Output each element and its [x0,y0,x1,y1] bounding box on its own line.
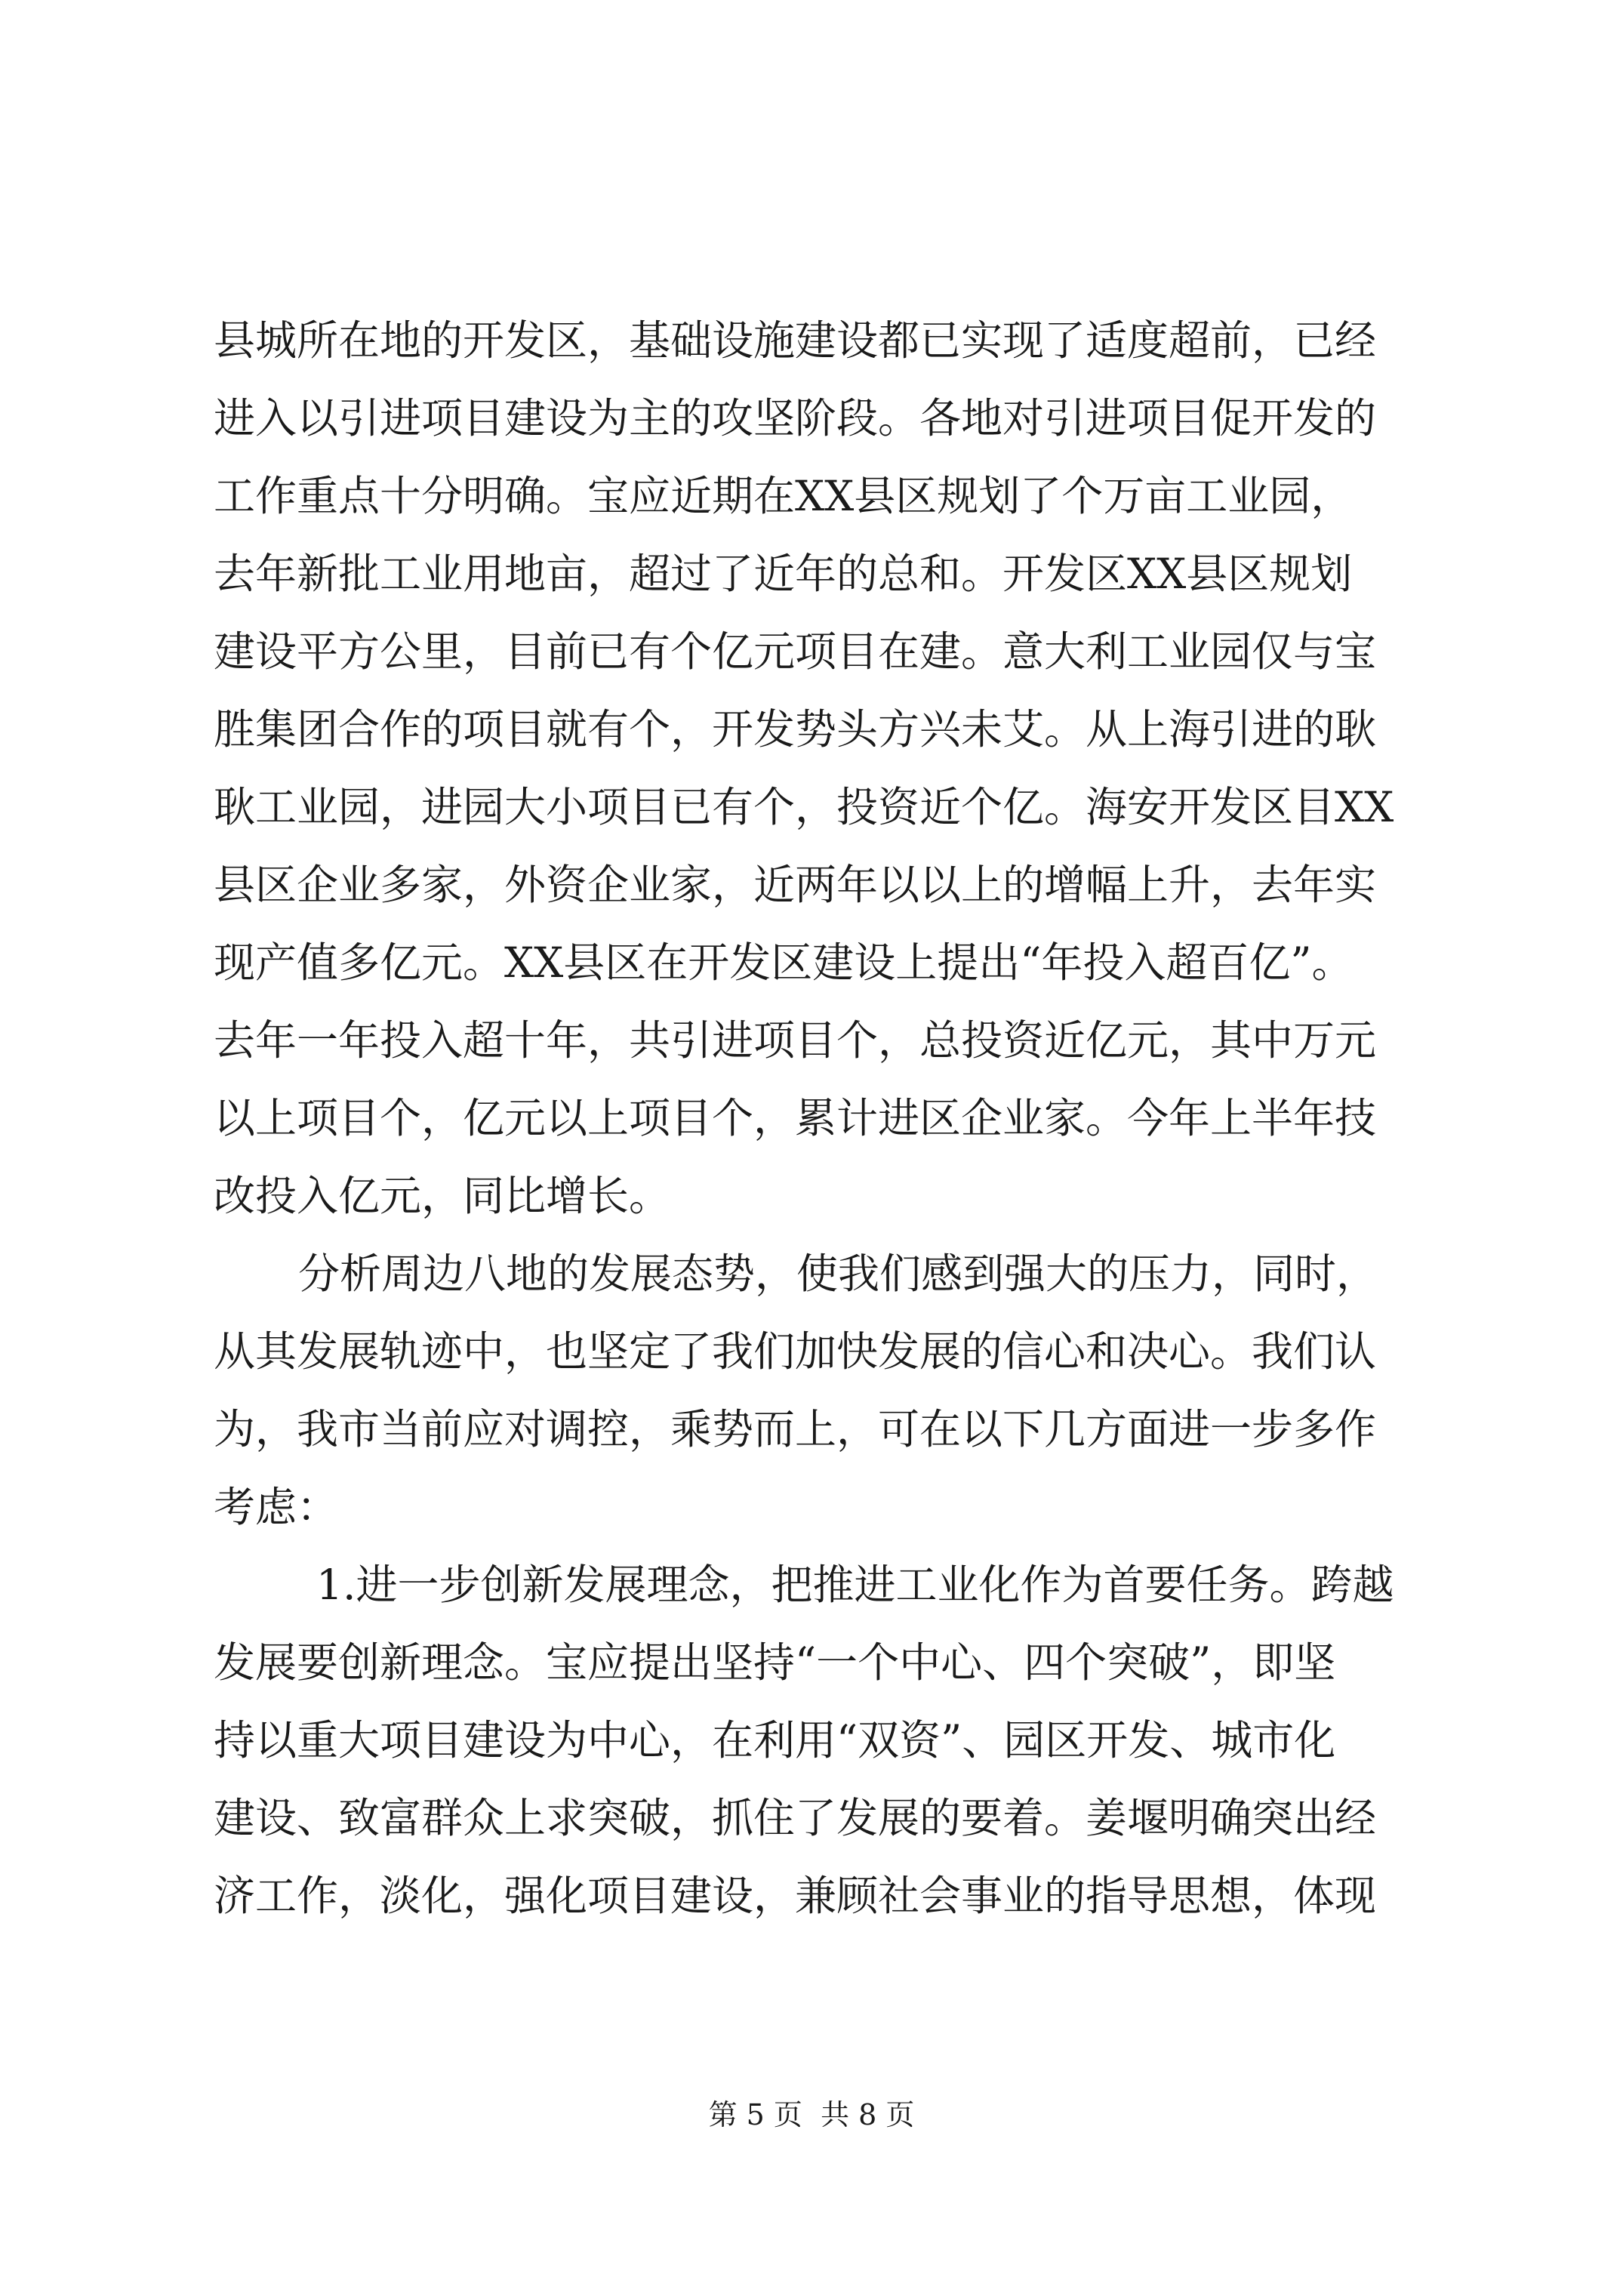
text-line: 工作重点十分明确。宝应近期在XX县区规划了个万亩工业园， [214,472,1353,520]
text-line: 为，我市当前应对调控，乘势而上，可在以下几方面进一步多作 [214,1405,1377,1453]
text-line: 耿工业园，进园大小项目已有个，投资近个亿。海安开发区目XX [214,783,1394,831]
text-line: 改投入亿元，同比增长。 [214,1172,671,1220]
text-line: 去年新批工业用地亩，超过了近年的总和。开发区XX县区规划 [214,550,1353,598]
text-line: 进入以引进项目建设为主的攻坚阶段。各地对引进项目促开发的 [214,394,1377,442]
text-line: 以上项目个，亿元以上项目个，累计进区企业家。今年上半年技 [214,1094,1377,1142]
text-line: 建设平方公里，目前已有个亿元项目在建。意大利工业园仅与宝 [214,627,1377,676]
text-line: 建设、致富群众上求突破，抓住了发展的要着。姜堰明确突出经 [214,1794,1377,1842]
body-text [214,302,1410,1935]
text-line: 现产值多亿元。XX县区在开发区建设上提出“年投入超百亿”。 [214,938,1354,987]
text-line: 济工作，淡化，强化项目建设，兼顾社会事业的指导思想，体现 [214,1872,1377,1920]
text-line: 胜集团合作的项目就有个，开发势头方兴未艾。从上海引进的耿 [214,705,1377,754]
text-line: 持以重大项目建设为中心，在利用“双资”、园区开发、城市化 [214,1716,1336,1764]
page-number-footer: 第 5 页 共 8 页 [708,2098,915,2131]
text-line: 县区企业多家，外资企业家，近两年以以上的增幅上升，去年实 [214,861,1377,909]
text-line: 县城所在地的开发区，基础设施建设都已实现了适度超前，已经 [214,316,1377,365]
numbered-item-first-line: 1.进一步创新发展理念，把推进工业化作为首要任务。跨越 [316,1561,1394,1609]
text-line: 考虑： [214,1483,339,1531]
text-line: 去年一年投入超十年，共引进项目个，总投资近亿元，其中万元 [214,1016,1377,1065]
text-line: 发展要创新理念。宝应提出坚持“一个中心、四个突破”，即坚 [214,1638,1336,1687]
paragraph-first-line: 分析周边八地的发展态势，使我们感到强大的压力，同时， [298,1250,1378,1298]
text-line: 从其发展轨迹中，也坚定了我们加快发展的信心和决心。我们认 [214,1327,1377,1376]
